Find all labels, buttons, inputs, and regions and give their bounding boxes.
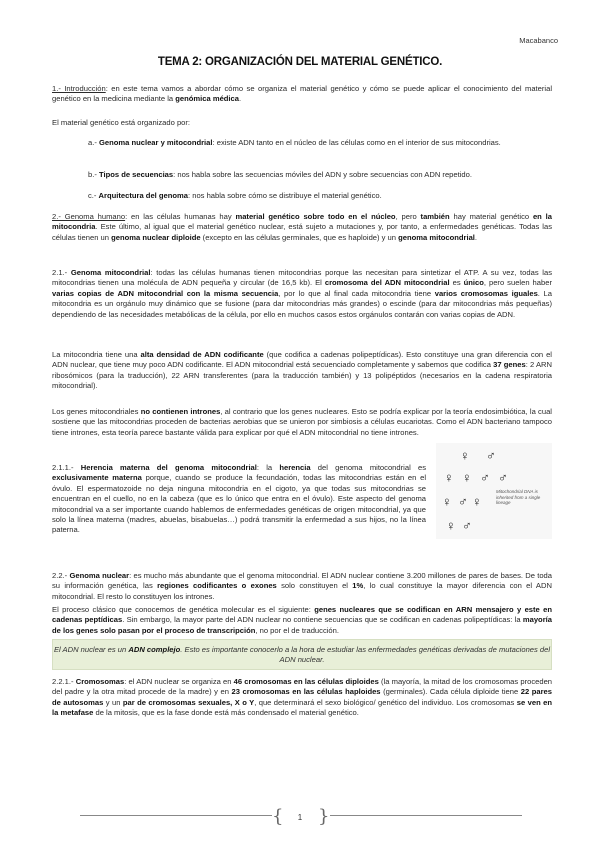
highlight-note: El ADN nuclear es un ADN complejo. Esto es importante conocerlo a la hora de estudiar las enfermedades genéticas derivadas de mutaciones del ADN nuclear.: [52, 639, 552, 670]
organized-paragraph: El material genético está organizado por:: [52, 118, 191, 127]
list-item-b: b.- Tipos de secuencias: nos habla sobre las secuencias móviles del ADN y sobre secuencias con ADN repetido.: [88, 170, 472, 179]
page-number: 1: [297, 813, 303, 822]
intro-paragraph: 1.- Introducción: en este tema vamos a abordar cómo se organiza el material genético y cómo se puede aplicar el conocimiento del material genético en la medicina mediante la genómica médica.: [52, 84, 553, 104]
person-icon: ♂: [480, 470, 490, 485]
mito-genome-heading: Genoma mitocondrial: [70, 268, 151, 277]
mito-genome-paragraph: 2.1.- Genoma mitocondrial: todas las células humanas tienen mitocondrias porque las necesitan para sintetizar el ATP. A su vez, todas las mitocondrias tienen una molécula de ADN pequeña y circular (de 16,5 kb). El cromosoma del ADN mitocondrial es único, pero suelen haber varias copias de ADN mitocondrial con la misma secuencia, por lo que al final cada mitocondria tiene varios cromosomas iguales. La mitocondria es un orgánulo muy dinámico que se fusione (para dar mitocondrias más grandes) o escinde (para dar mitocondrias más pequeñas) dependiendo de las necesidades metabólicas de la célula, por ello en muchos casos estos orgánulos contarán con varias copias de ADN.: [52, 268, 552, 319]
introns-paragraph: Los genes mitocondriales no contienen intrones, al contrario que los genes nucleares. Esto se podría explicar por la teoría endosimbiótica, la cual sostiene que las mitocondrias proceden de bacterias aerobias que se unieron por simbiosis a células eucariotas. Como el ADN bacteriano tampoco tiene intrones, esta teoría parece bastante válida para explicar por qué el ADN mitocondrial no tiene intrones.: [52, 407, 552, 437]
list-item-a: a.- Genoma nuclear y mitocondrial: existe ADN tanto en el núcleo de las células como en el interior de sus mitocondrias.: [88, 138, 501, 147]
maternal-inheritance-paragraph: 2.1.1.- Herencia materna del genoma mitocondrial: la herencia del genoma mitocondrial es exclusivamente materna porque, cuando se produce la fecundación, todas las mitocondrias están en el óvulo. El espermatozoide no deja ninguna mitocondria en el cigoto, ya que todas sus mitocondrias se encuentran en el cuello, no en la cabeza (que es lo único que entra en el óvulo). Este aspecto del genoma mitocondrial va a ser importante cuando hablemos de enfermedades genéticas de origen mitocondrial, ya que solo la línea materna (madres, abuelas, bisabuelas…) podrá transmitir la enfermedad a sus hijos, no la línea paterna.: [52, 463, 427, 535]
person-icon: ♀: [446, 518, 456, 533]
person-icon: ♀: [462, 470, 472, 485]
person-icon: ♀: [444, 470, 454, 485]
footer-rule-left: [80, 815, 272, 816]
footer-brace-left: {: [272, 806, 284, 827]
person-icon: ♂: [462, 518, 472, 533]
footer-rule-right: [330, 815, 522, 816]
person-icon: ♂: [486, 448, 496, 463]
chromosomes-heading: Cromosomas: [75, 677, 125, 686]
maternal-inheritance-heading: Herencia materna del genoma mitocondrial: [80, 463, 257, 472]
person-icon: ♀: [460, 448, 470, 463]
intro-heading: 1.- Introducción: [52, 84, 106, 93]
person-icon: ♀: [442, 494, 452, 509]
author-name: Macabanco: [519, 36, 558, 45]
density-paragraph: La mitocondria tiene una alta densidad de ADN codificante (que codifica a cadenas polipeptídicas). Esto constituye una gran diferencia con el ADN nuclear, que tiene muy poco ADN codificante. El ADN mitocondrial está secuenciado completamente y sabemos que codifica 37 genes: 2 ARN ribosómicos (para la traducción), 22 ARN transferentes (para la traducción también) y 13 polipéptidos (necesarios en la cadena respiratoria mitocondrial).: [52, 350, 552, 391]
chromosomes-paragraph: 2.2.1.- Cromosomas: el ADN nuclear se organiza en 46 cromosomas en las células diploides (la mayoría, la mitad de los cromosomas proceden del padre y la otra mitad procede de la madre) y en 23 cromosomas en las células haploides (germinales). Cada célula diploide tiene 22 pares de autosomas y un par de cromosomas sexuales, X o Y, que determinará el sexo biológico/ genético del individuo. Los cromosomas se ven en la metafase de la mitosis, que es la fase donde está más condensado el material genético.: [52, 677, 553, 718]
page-title: TEMA 2: ORGANIZACIÓN DEL MATERIAL GENÉTICO.: [157, 56, 443, 68]
nuclear-genome-paragraph: 2.2.- Genoma nuclear: es mucho más abundante que el genoma mitocondrial. El ADN nuclear contiene 3.200 millones de pares de bases. De toda su información genética, las regiones codificantes o exones solo constituyen el 1%, lo cual constituye la mayor diferencia con el ADN mitocondrial. El resto lo constituyen los intrones.: [52, 571, 552, 601]
person-icon: ♂: [498, 470, 508, 485]
person-icon: ♀: [472, 494, 482, 509]
footer-brace-right: }: [318, 806, 330, 827]
human-genome-paragraph: 2.- Genoma humano: en las células humanas hay material genético sobre todo en el núcleo, pero también hay material genético en la mitocondria. Este último, al igual que el material genético nuclear, está sujeto a mutaciones y, por tanto, a enfermedades genéticas. Todas las células tienen un genoma nuclear diploide (excepto en las células germinales, que es haploide) y un genoma mitocondrial.: [52, 212, 552, 242]
list-item-c: c.- Arquitectura del genoma: nos habla sobre cómo se distribuye el material genético.: [88, 191, 382, 200]
human-genome-heading: 2.- Genoma humano: [52, 212, 126, 221]
figure-caption: Mitochondrial DNA is inherited from a single lineage: [496, 489, 541, 505]
mitochondrial-inheritance-figure: [436, 443, 552, 539]
classic-process-paragraph: El proceso clásico que conocemos de genética molecular es el siguiente: genes nucleares que se codifican en ARN mensajero y este en cadenas peptídicas. Sin embargo, la mayor parte del ADN nuclear no contiene secuencias que se codifican en cadenas polipeptídicas: la mayoría de los genes solo pasan por el proceso de transcripción, no por el de traducción.: [52, 605, 553, 635]
person-icon: ♂: [458, 494, 468, 509]
nuclear-genome-heading: Genoma nuclear: [69, 571, 130, 580]
